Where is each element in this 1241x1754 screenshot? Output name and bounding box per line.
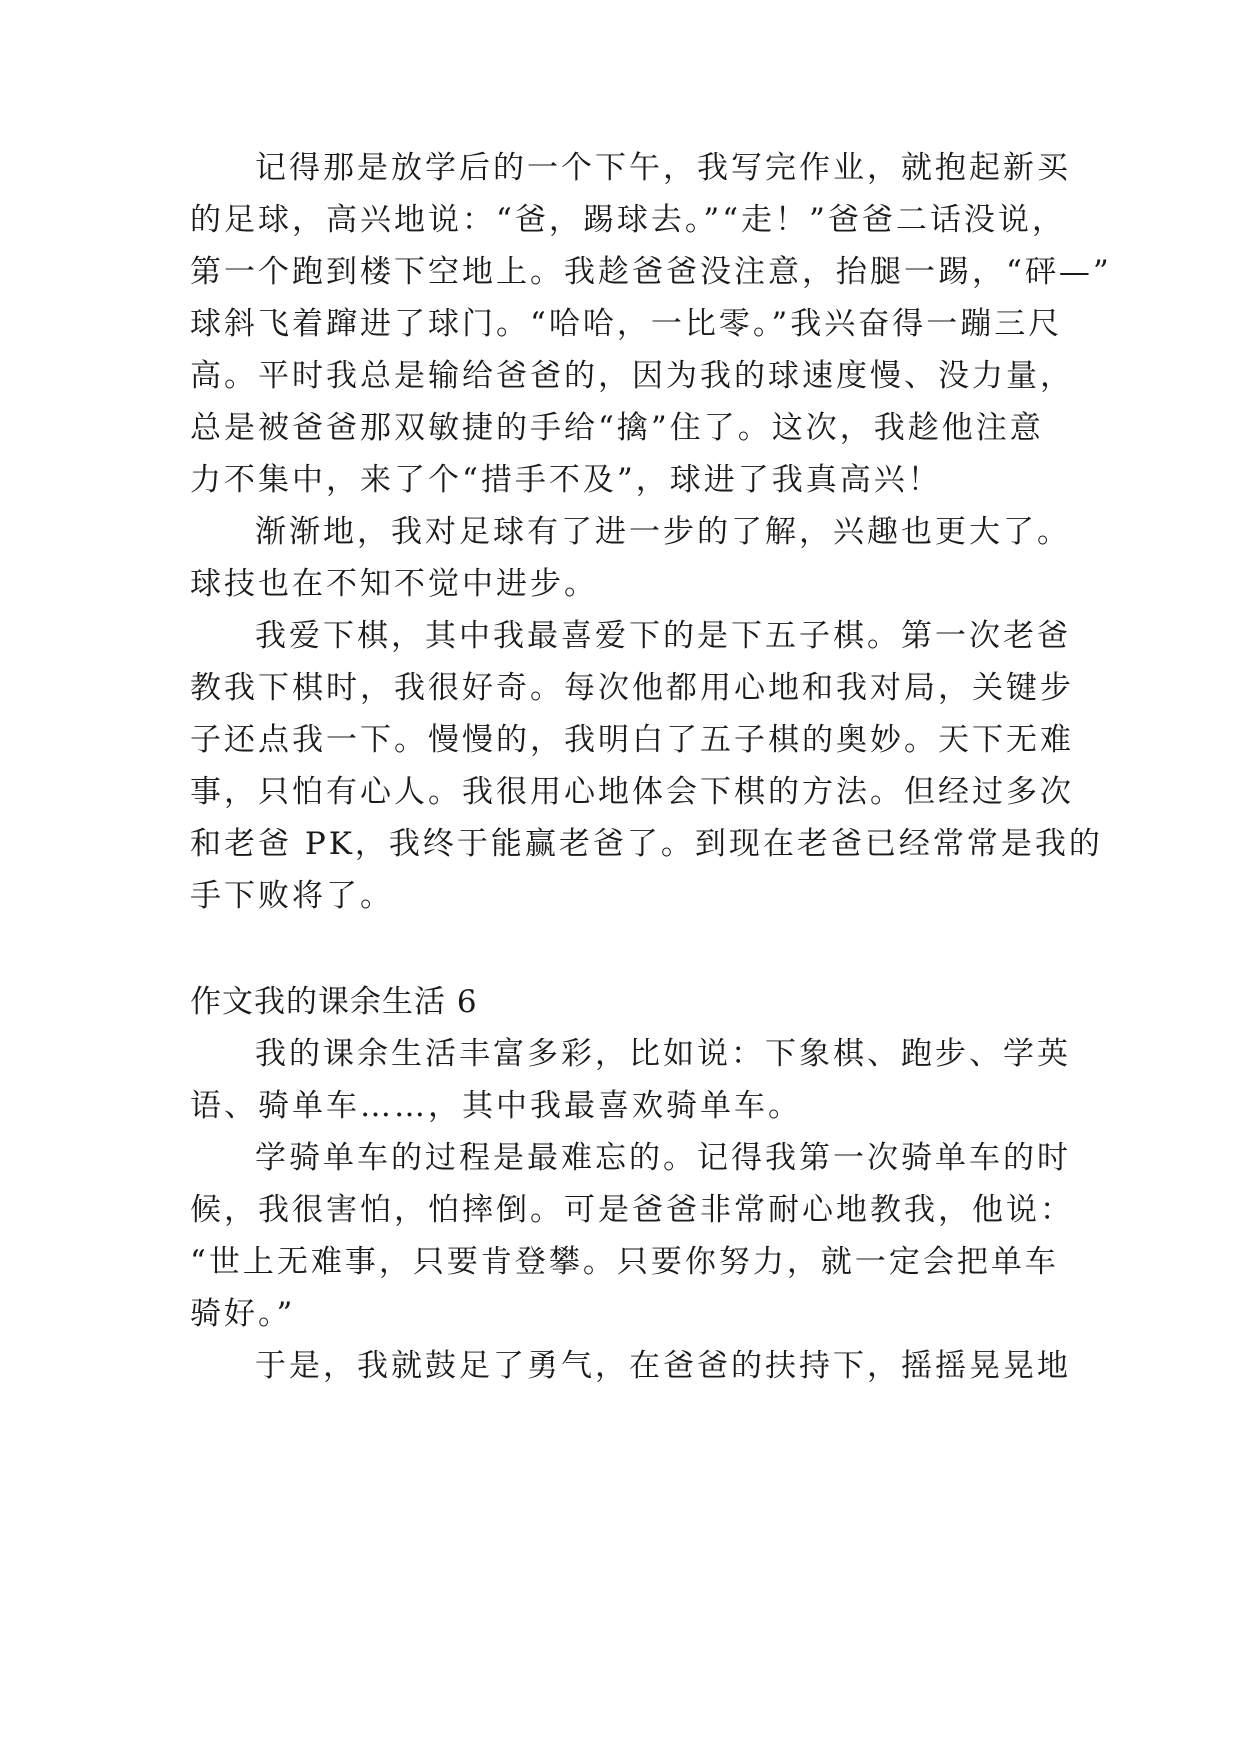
paragraph-line: 球技也在不知不觉中进步。 <box>190 566 598 602</box>
paragraph-line: 力不集中，来了个“措手不及”，球进了我真高兴！ <box>190 462 942 498</box>
paragraph-line: 教我下棋时，我很好奇。每次他都用心地和我对局，关键步 <box>190 670 1074 706</box>
paragraph-line: 事，只怕有心人。我很用心地体会下棋的方法。但经过多次 <box>190 774 1074 810</box>
paragraph-line: 高。平时我总是输给爸爸的，因为我的球速度慢、没力量， <box>190 358 1074 394</box>
paragraph-line: 骑好。” <box>190 1296 296 1332</box>
paragraph-line: 记得那是放学后的一个下午，我写完作业，就抱起新买 <box>255 150 1071 186</box>
paragraph-line: 和老爸 PK，我终于能赢老爸了。到现在老爸已经常常是我的 <box>190 826 1103 862</box>
paragraph-line: 语、骑单车……，其中我最喜欢骑单车。 <box>190 1088 802 1124</box>
paragraph-line: 子还点我一下。慢慢的，我明白了五子棋的奥妙。天下无难 <box>190 722 1074 758</box>
paragraph-line: 球斜飞着蹿进了球门。“哈哈，一比零。”我兴奋得一蹦三尺 <box>190 306 1063 342</box>
paragraph-line: 第一个跑到楼下空地上。我趁爸爸没注意，抬腿一踢，“砰—” <box>190 254 1112 290</box>
paragraph-line: 手下败将了。 <box>190 878 394 914</box>
paragraph-line: 候，我很害怕，怕摔倒。可是爸爸非常耐心地教我，他说： <box>190 1192 1074 1228</box>
paragraph-line: “世上无难事，只要肯登攀。只要你努力，就一定会把单车 <box>190 1244 1059 1280</box>
paragraph-line: 总是被爸爸那双敏捷的手给“擒”住了。这次，我趁他注意 <box>190 410 1044 446</box>
paragraph-line: 我的课余生活丰富多彩，比如说：下象棋、跑步、学英 <box>255 1036 1071 1072</box>
paragraph-line: 学骑单车的过程是最难忘的。记得我第一次骑单车的时 <box>255 1140 1071 1176</box>
section-heading: 作文我的课余生活 6 <box>190 984 478 1020</box>
paragraph-line: 的足球，高兴地说：“爸，踢球去。”“走！”爸爸二话没说， <box>190 202 1066 238</box>
paragraph-line: 渐渐地，我对足球有了进一步的了解，兴趣也更大了。 <box>255 514 1071 550</box>
paragraph-line: 我爱下棋，其中我最喜爱下的是下五子棋。第一次老爸 <box>255 618 1071 654</box>
paragraph-line: 于是，我就鼓足了勇气，在爸爸的扶持下，摇摇晃晃地 <box>255 1348 1071 1384</box>
